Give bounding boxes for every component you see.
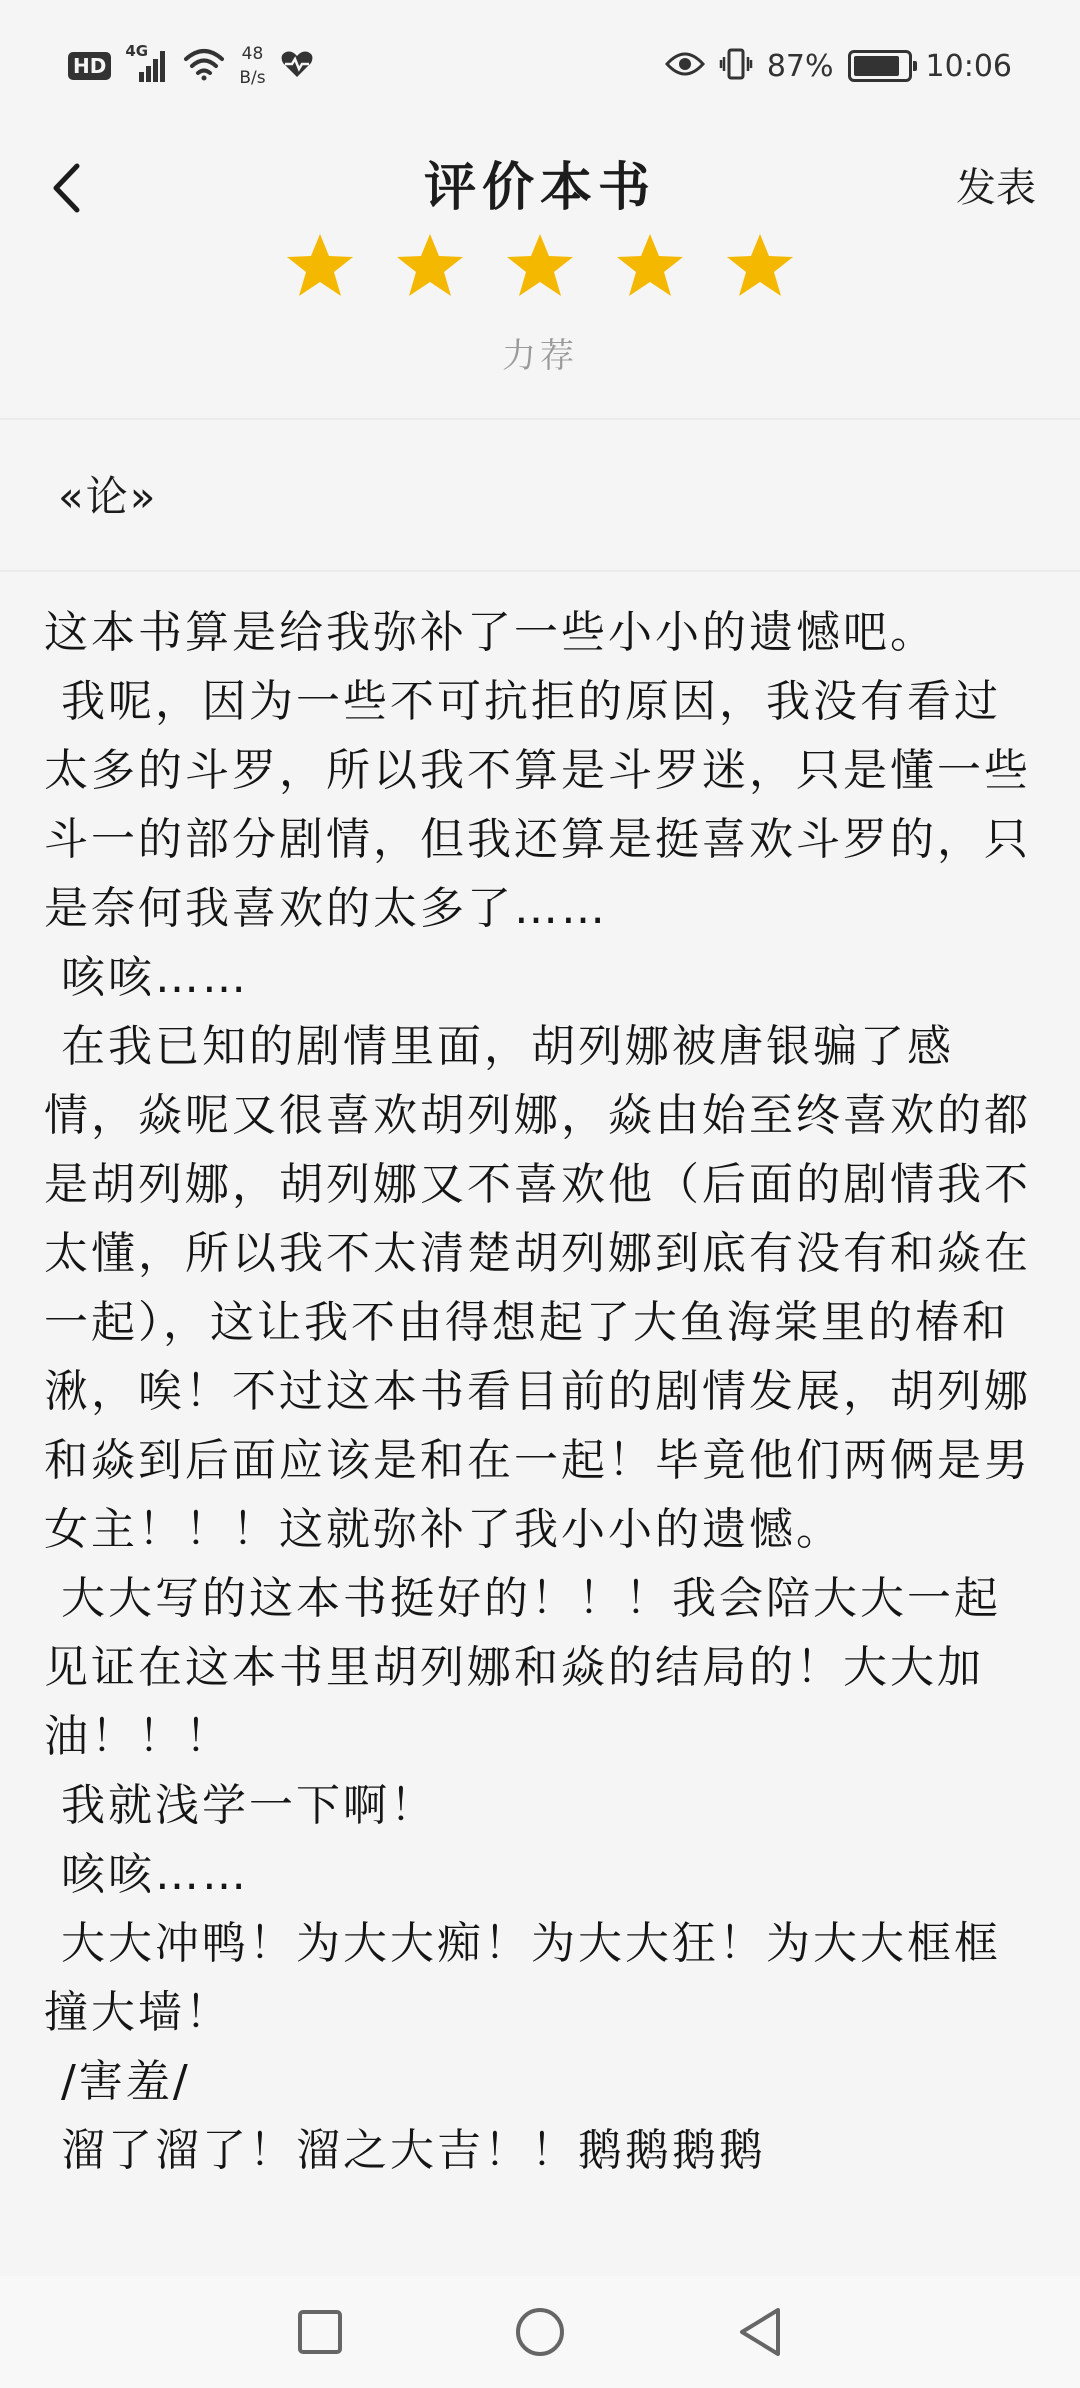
- network-speed: [239, 42, 265, 90]
- review-title-field[interactable]: «论»: [58, 472, 158, 521]
- battery-fill: [854, 56, 899, 76]
- home-button[interactable]: [500, 2292, 580, 2372]
- clock: 10:06: [925, 48, 1012, 84]
- rating-label: 力荐: [502, 336, 578, 376]
- signal-icon: [125, 42, 169, 84]
- star-icon[interactable]: [394, 230, 466, 302]
- back-nav-button[interactable]: [720, 2292, 800, 2372]
- review-content-field[interactable]: [44, 598, 1040, 2268]
- review-paragraph: 我就浅学一下啊！: [44, 1780, 437, 1831]
- recents-button[interactable]: [280, 2292, 360, 2372]
- page-title: 评价本书: [423, 158, 656, 218]
- review-paragraph: 我呢，因为一些不可抗拒的原因，我没有看过太多的斗罗，所以我不算是斗罗迷，只是懂一些斗一的部分剧情，但我还算是挺喜欢斗罗的，只是奈何我喜欢的太多了……: [44, 676, 1031, 934]
- back-triangle-icon: [736, 2306, 784, 2358]
- review-paragraph: 溜了溜了！溜之大吉！！鹅鹅鹅鹅: [44, 2125, 766, 2176]
- star-icon[interactable]: [284, 230, 356, 302]
- battery-percent: 87%: [766, 48, 834, 84]
- vibrate-icon: [719, 47, 753, 85]
- heartbeat-icon: [280, 49, 314, 83]
- hd-badge: HD: [68, 52, 111, 80]
- network-type: 4G: [125, 42, 149, 60]
- status-bar: [0, 0, 1080, 128]
- review-paragraph: 咳咳……: [44, 1849, 249, 1900]
- status-right: [665, 38, 1012, 94]
- speed-unit: B/s: [239, 68, 266, 88]
- rating-header: [0, 128, 1080, 528]
- review-paragraph: 大大写的这本书挺好的！！！我会陪大大一起见证在这本书里胡列娜和焱的结局的！大大加油！！！: [44, 1573, 1001, 1762]
- navigation-bar: [0, 2276, 1080, 2388]
- recents-square-icon: [296, 2308, 344, 2356]
- publish-button[interactable]: 发表: [956, 165, 1036, 211]
- battery-icon: [848, 50, 912, 82]
- divider: [0, 570, 1080, 572]
- status-left: [68, 38, 314, 94]
- star-icon[interactable]: [724, 230, 796, 302]
- review-paragraph: 咳咳……: [44, 952, 249, 1003]
- wifi-icon: [183, 47, 225, 85]
- review-paragraph: 大大冲鸭！为大大痴！为大大狂！为大大框框撞大墙！: [44, 1918, 1001, 2038]
- review-paragraph: /害羞/: [44, 2056, 191, 2107]
- star-icon[interactable]: [614, 230, 686, 302]
- eye-comfort-icon: [665, 50, 705, 82]
- star-rating[interactable]: [0, 230, 1080, 320]
- star-icon[interactable]: [504, 230, 576, 302]
- home-circle-icon: [514, 2306, 566, 2358]
- review-paragraph: 在我已知的剧情里面，胡列娜被唐银骗了感情，焱呢又很喜欢胡列娜，焱由始至终喜欢的都是胡列娜，胡列娜又不喜欢他（后面的剧情我不太懂，所以我不太清楚胡列娜到底有没有和焱在一起），这让我不由得想起了大鱼海棠里的椿和湫，唉！不过这本书看目前的剧情发展，胡列娜和焱到后面应该是和在一起！毕竟他们两俩是男女主！！！这就弥补了我小小的遗憾。: [44, 1021, 1031, 1555]
- divider: [0, 418, 1080, 420]
- review-paragraph: 这本书算是给我弥补了一些小小的遗憾吧。: [44, 607, 937, 658]
- speed-value: 48: [241, 44, 264, 64]
